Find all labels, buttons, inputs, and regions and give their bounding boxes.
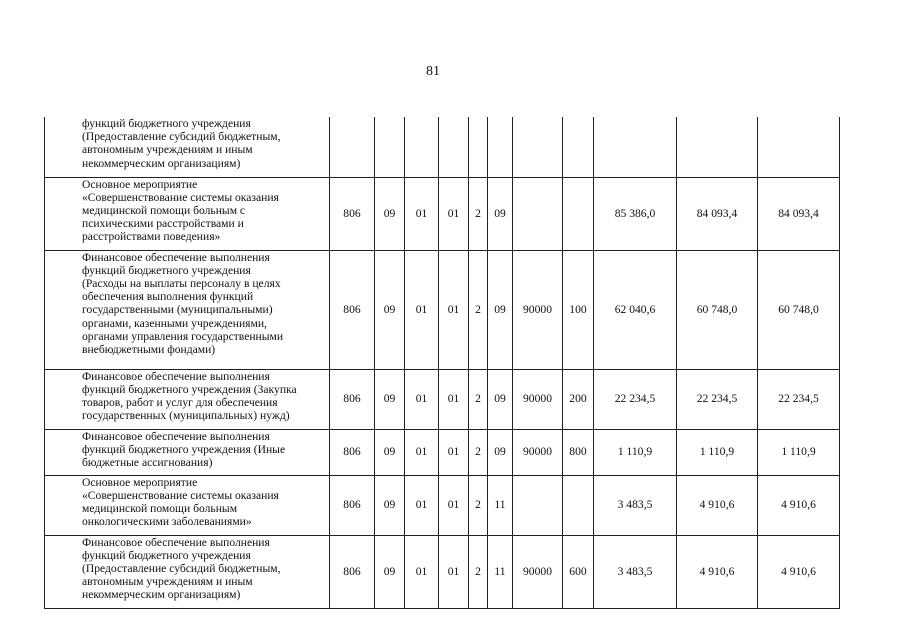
event-code-cell: 09 [488,369,513,429]
description-line: онкологическими заболеваниями» [82,515,252,529]
description-line: (Предоставление субсидий бюджетным, [82,130,281,144]
description-line: функций бюджетного учреждения [82,263,251,277]
subprogram-code-cell: 2 [469,250,488,369]
year2-amount-cell [677,117,758,177]
description-line: обеспечения выполнения функций [82,290,254,304]
description-line: медицинской помощи больным [82,501,238,515]
subsection-cell: 01 [405,475,439,535]
description-line: Финансовое обеспечение выполнения [82,369,270,383]
expense-type-cell [563,475,594,535]
subprogram-code-cell: 2 [469,475,488,535]
description-line: органами управления государственными [82,329,284,343]
grbs-cell [330,117,375,177]
description-line: медицинской помощи больным с [82,203,246,217]
year3-amount-cell: 4 910,6 [758,535,840,608]
event-code-cell: 09 [488,429,513,475]
description-line: бюджетные ассигнования) [82,455,213,469]
expense-type-cell [563,117,594,177]
year3-amount-cell: 60 748,0 [758,250,840,369]
year3-amount-cell: 4 910,6 [758,475,840,535]
section-cell: 09 [375,535,405,608]
section-cell: 09 [375,177,405,250]
description-line: функций бюджетного учреждения (Иные [82,442,286,456]
description-line: автономным учреждениям и иным [82,575,253,589]
table-row [45,429,840,475]
direction-code-cell: 90000 [513,250,563,369]
grbs-cell: 806 [330,369,375,429]
description-cell [45,250,330,369]
description-line: (Расходы на выплаты персоналу в целях [82,276,281,290]
year1-amount-cell: 1 110,9 [594,429,677,475]
description-line: функций бюджетного учреждения [82,548,251,562]
table-row [45,535,840,608]
table-row [45,117,840,177]
year2-amount-cell: 84 093,4 [677,177,758,250]
description-cell [45,177,330,250]
year2-amount-cell: 60 748,0 [677,250,758,369]
subsection-cell [405,117,439,177]
subprogram-code-cell: 2 [469,429,488,475]
subsection-cell: 01 [405,369,439,429]
expense-type-cell: 800 [563,429,594,475]
table-row [45,369,840,429]
event-code-cell: 11 [488,475,513,535]
section-cell [375,117,405,177]
year3-amount-cell: 84 093,4 [758,177,840,250]
description-line: товаров, работ и услуг для обеспечения [82,395,278,409]
description-line: Финансовое обеспечение выполнения [82,250,270,264]
table-row [45,250,840,369]
budget-table [44,117,840,609]
table-row [45,475,840,535]
grbs-cell: 806 [330,429,375,475]
year2-amount-cell: 4 910,6 [677,475,758,535]
year3-amount-cell: 22 234,5 [758,369,840,429]
program-code-cell [439,117,469,177]
expense-type-cell: 600 [563,535,594,608]
expense-type-cell: 200 [563,369,594,429]
year3-amount-cell: 1 110,9 [758,429,840,475]
description-line: некоммерческим организациям) [82,156,241,170]
event-code-cell [488,117,513,177]
expense-type-cell [563,177,594,250]
event-code-cell: 11 [488,535,513,608]
program-code-cell: 01 [439,369,469,429]
year1-amount-cell: 3 483,5 [594,475,677,535]
description-cell [45,475,330,535]
program-code-cell: 01 [439,475,469,535]
description-line: Основное мероприятие [82,475,198,489]
description-line: (Предоставление субсидий бюджетным, [82,561,281,575]
year2-amount-cell: 1 110,9 [677,429,758,475]
section-cell: 09 [375,250,405,369]
section-cell: 09 [375,429,405,475]
program-code-cell: 01 [439,250,469,369]
table-body [45,117,840,608]
description-cell [45,117,330,177]
year1-amount-cell: 22 234,5 [594,369,677,429]
direction-code-cell [513,117,563,177]
direction-code-cell: 90000 [513,535,563,608]
subprogram-code-cell: 2 [469,369,488,429]
description-line: психическими расстройствами и [82,217,244,231]
year1-amount-cell: 3 483,5 [594,535,677,608]
description-line: государственными (муниципальными) [82,303,273,317]
direction-code-cell: 90000 [513,429,563,475]
year2-amount-cell: 4 910,6 [677,535,758,608]
subsection-cell: 01 [405,177,439,250]
grbs-cell: 806 [330,177,375,250]
event-code-cell: 09 [488,250,513,369]
year1-amount-cell [594,117,677,177]
grbs-cell: 806 [330,475,375,535]
subsection-cell: 01 [405,535,439,608]
direction-code-cell [513,177,563,250]
subsection-cell: 01 [405,429,439,475]
page-number: 81 [426,64,440,79]
description-cell [45,429,330,475]
direction-code-cell [513,475,563,535]
subsection-cell: 01 [405,250,439,369]
description-line: расстройствами поведения» [82,230,221,244]
program-code-cell: 01 [439,535,469,608]
subprogram-code-cell: 2 [469,535,488,608]
year3-amount-cell [758,117,840,177]
description-line: некоммерческим организациям) [82,588,241,602]
description-line: Финансовое обеспечение выполнения [82,535,270,549]
description-line: автономным учреждениям и иным [82,143,253,157]
description-line: внебюджетными фондами) [82,342,216,356]
section-cell: 09 [375,369,405,429]
program-code-cell: 01 [439,429,469,475]
event-code-cell: 09 [488,177,513,250]
description-line: Финансовое обеспечение выполнения [82,429,270,443]
subprogram-code-cell [469,117,488,177]
description-line: функций бюджетного учреждения (Закупка [82,382,297,396]
description-line: «Совершенствование системы оказания [82,488,279,502]
year2-amount-cell: 22 234,5 [677,369,758,429]
table-row [45,177,840,250]
description-line: Основное мероприятие [82,177,198,191]
year1-amount-cell: 62 040,6 [594,250,677,369]
expense-type-cell: 100 [563,250,594,369]
description-line: органами, казенными учреждениями, [82,316,267,330]
direction-code-cell: 90000 [513,369,563,429]
description-cell [45,535,330,608]
description-line: функций бюджетного учреждения [82,117,251,130]
grbs-cell: 806 [330,250,375,369]
description-line: государственных (муниципальных) нужд) [82,409,290,423]
description-cell [45,369,330,429]
program-code-cell: 01 [439,177,469,250]
year1-amount-cell: 85 386,0 [594,177,677,250]
section-cell: 09 [375,475,405,535]
description-line: «Совершенствование системы оказания [82,190,279,204]
subprogram-code-cell: 2 [469,177,488,250]
grbs-cell: 806 [330,535,375,608]
